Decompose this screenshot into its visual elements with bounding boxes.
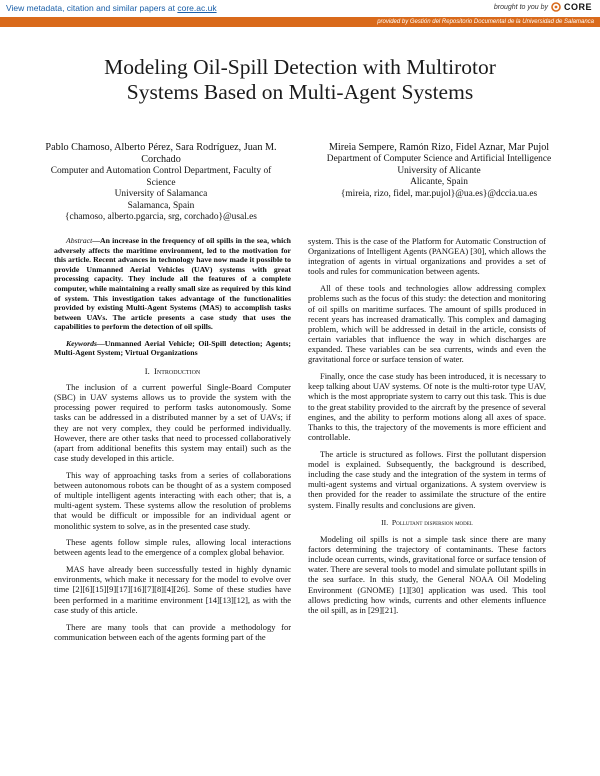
author-names-left: Pablo Chamoso, Alberto Pérez, Sara Rodríguez, Juan M. Corchado bbox=[45, 142, 277, 165]
abstract-label: Abstract bbox=[66, 236, 93, 245]
paragraph: All of these tools and technologies allow addressing complex problems such as the focus of this study: the detection and monitoring of oil spills on maritime surfaces. The amount of spills produced in recent years has increased dramatically. This complex and damaging problem, which will be addressed in detail in the article, consists of certain variables that influence the way in which discharges are expanded. These variables can be sea currents, winds and even the gravitational force or surface tension of water. bbox=[308, 283, 546, 365]
abstract-text: —An increase in the frequency of oil spills in the sea, which adversely affects the maritime environment, led to the motivation for this article. Recent advances in technology have now made it possible to provide Unmanned Aerial Vehicles (UAV) systems with great processing capacity. They include all the features of a complete computer, while maintaining a really small size as required by this kind of system. This investigation takes advantage of the functionalities provided by existing Multi-Agent Systems (MAS) to accomplish tasks between UAVs. The article presents a case study that uses the capabilities to perform the detection of oil spills. bbox=[54, 236, 291, 332]
core-logo-icon bbox=[551, 2, 561, 12]
author-city-right: Alicante, Spain bbox=[410, 177, 468, 188]
author-block-right bbox=[316, 142, 562, 200]
core-metadata-link[interactable] bbox=[6, 3, 217, 13]
core-provider-text[interactable]: provided by Gestión del Repositorio Documental de la Universidad de Salamanca bbox=[377, 19, 594, 25]
section1-title: Introduction bbox=[154, 365, 201, 376]
author-city-left: Salamanca, Spain bbox=[127, 200, 195, 211]
column-left bbox=[54, 236, 291, 648]
section-heading-pollutant-model bbox=[308, 518, 546, 528]
core-top-strip bbox=[0, 0, 600, 17]
paragraph: The inclusion of a current powerful Single-Board Computer (SBC) in UAV systems allows us to provide the system with the processing power required to perform tasks autonomously. Some tasks can be addressed in a distributed manner by a set of UAVs; if they are not very complex, they could be performed individually. However, there are other tasks that need to processed collaboratively (apart from additional benefits this system may entail) such as the case study developed in this article. bbox=[54, 381, 291, 463]
core-site-link[interactable]: core.ac.uk bbox=[177, 3, 217, 13]
section2-title: Pollutant dispersion model bbox=[391, 517, 473, 527]
author-email-left: {chamoso, alberto.pgarcia, srg, corchado}@usal.es bbox=[65, 212, 257, 223]
section2-number: II. bbox=[381, 517, 389, 527]
author-email-right: {mireia, rizo, fidel, mar.pujol}@ua.es}@dccia.ua.es bbox=[340, 188, 538, 199]
core-brand-name: CORE bbox=[563, 2, 592, 12]
column-right bbox=[308, 236, 546, 622]
paragraph: MAS have already been successfully tested in highly dynamic environments, which make it necessary for the model to evolve over time [2][6][15][9][17][16][7][8][4][26]. Some of these studies have been performed in a maritime environment [14][13][12], as with the case study of this article. bbox=[54, 564, 291, 615]
brought-by-text: brought to you by bbox=[493, 3, 548, 11]
author-dept-left: Computer and Automation Control Department, Faculty of Science bbox=[50, 166, 272, 188]
keywords-text: —Unmanned Aerial Vehicle; Oil-Spill detection; Agents; Multi-Agent System; Virtual Organizations bbox=[54, 338, 291, 358]
core-banner bbox=[0, 0, 600, 27]
section1-number: I. bbox=[144, 365, 150, 376]
title-line-1: Modeling Oil-Spill Detection with Multirotor bbox=[104, 55, 496, 79]
paragraph: This way of approaching tasks from a series of collaborations between autonomous robots can be thought of as a system composed of multiple intelligent agents interacting with each other; that is, a multi-agent system. These systems allow the resolution of problems that would be difficult or impossible for an individual agent or monolithic system to solve, as in the presented case study. bbox=[54, 469, 291, 531]
keywords bbox=[54, 339, 291, 358]
paragraph: Modeling oil spills is not a simple task since there are many factors determining the trajectory of contaminants. These factors include ocean currents, winds, gravitational force or surface tension of water. There are several tools to model and simulate pollutant spills in the sea surface. In this study, the General NOAA Oil Modeling Environment (GNOME) [1][30] application was used. This tool allows predicting how winds, currents and other elements influence the oil spill, as in [29][21]. bbox=[308, 533, 546, 615]
paragraph: The article is structured as follows. First the pollutant dispersion model is explained. Subsequently, the background is described, including the case study and the integration of the system in terms of multi-agent systems and virtual organizations. A system overview is then provided for the reader to assimilate the structure of the entire system. Finally results and conclusions are given. bbox=[308, 448, 546, 510]
author-block-left bbox=[38, 142, 284, 224]
abstract bbox=[54, 236, 291, 332]
author-uni-left: University of Salamanca bbox=[114, 189, 208, 200]
paragraph: These agents follow simple rules, allowing local interactions between agents lead to the emergence of a complex global behavior. bbox=[54, 537, 291, 558]
core-brand[interactable] bbox=[494, 2, 592, 12]
core-link-text: View metadata, citation and similar papers at bbox=[6, 3, 178, 13]
paragraph: system. This is the case of the Platform for Automatic Construction of Organizations of Intelligent Agents (PANGEA) [30], which allows the integration of agents in virtual organizations and provides a set of tools and rules for communication between agents. bbox=[308, 236, 546, 277]
author-dept-right: Department of Computer Science and Artificial Intelligence bbox=[326, 154, 552, 164]
paragraph: There are many tools that can provide a methodology for communication between each of the agents forming part of the bbox=[54, 621, 291, 642]
core-provider-strip bbox=[0, 17, 600, 27]
title-line-2: Systems Based on Multi-Agent Systems bbox=[126, 80, 474, 104]
paper-title bbox=[0, 55, 600, 105]
keywords-label: Keywords bbox=[66, 338, 97, 348]
author-names-right: Mireia Sempere, Ramón Rizo, Fidel Aznar, Mar Pujol bbox=[328, 142, 550, 153]
section-heading-introduction bbox=[54, 366, 291, 376]
author-uni-right: University of Alicante bbox=[397, 165, 481, 176]
paragraph: Finally, once the case study has been introduced, it is necessary to keep talking about UAV systems. Of note is the multi-rotor type UAV, which is the most appropriate system to carry out this task. This is due to the great stability provided to the aircraft by the presence of several engines, and the ability to perform motions along all axes of space. Thanks to this, the trajectory of the movements is more efficient and controllable. bbox=[308, 371, 546, 442]
